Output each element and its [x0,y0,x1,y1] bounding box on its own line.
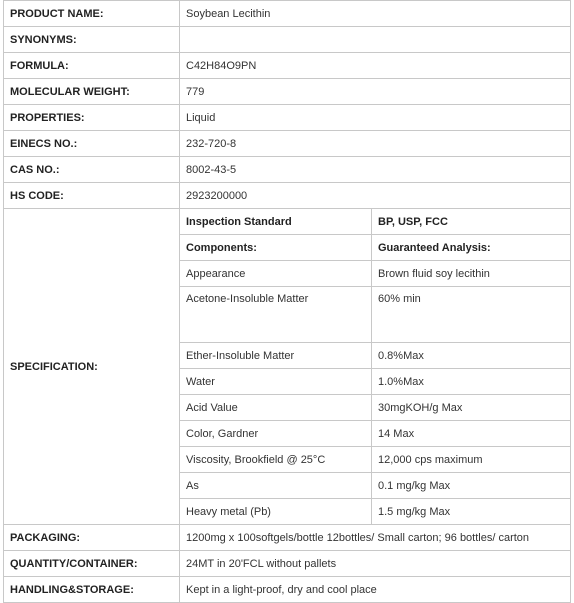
row-value: 1200mg x 100softgels/bottle 12bottles/ Small carton; 96 bottles/ carton [180,525,571,551]
spec-component: Acid Value [180,395,372,421]
row-key: HANDLING&STORAGE: [4,577,180,603]
row-key: QUANTITY/CONTAINER: [4,551,180,577]
row-value: 232-720-8 [180,131,571,157]
spec-item-row [180,499,570,525]
spec-item-row [180,473,570,499]
row-value: 24MT in 20'FCL without pallets [180,551,571,577]
spec-item-row [180,261,570,287]
spec-item-row [180,343,570,369]
spec-item-row [180,395,570,421]
specification-row [4,209,571,525]
row-key: PACKAGING: [4,525,180,551]
table-row [4,79,571,105]
table-row [4,551,571,577]
table-row [4,525,571,551]
row-key: FORMULA: [4,53,180,79]
row-value: Kept in a light-proof, dry and cool place [180,577,571,603]
row-value: 779 [180,79,571,105]
spec-header-row [180,235,570,261]
spec-header-standard-label: Inspection Standard [180,209,372,235]
spec-item-row [180,369,570,395]
spec-analysis: 1.5 mg/kg Max [378,505,451,518]
spec-component: Viscosity, Brookfield @ 25°C [180,447,372,473]
spec-item-row [180,421,570,447]
row-value: Soybean Lecithin [180,1,571,27]
row-key: HS CODE: [4,183,180,209]
spec-analysis: 14 Max [372,421,571,447]
spec-analysis: 0.1 mg/kg Max [372,473,571,499]
spec-header-analysis: Guaranteed Analysis: [372,235,571,261]
spec-header-standard-value: BP, USP, FCC [372,209,571,235]
spec-analysis: 1.0%Max [372,369,571,395]
table-row [4,183,571,209]
row-value [180,27,571,53]
specification-subtable [180,209,570,524]
spec-component: Acetone-Insoluble Matter [180,287,372,343]
spec-header-row [180,209,570,235]
spec-analysis: 12,000 cps maximum [372,447,571,473]
row-value: Liquid [180,105,571,131]
table-row [4,577,571,603]
row-key: MOLECULAR WEIGHT: [4,79,180,105]
spec-component: Ether-Insoluble Matter [180,343,372,369]
spec-analysis: Brown fluid soy lecithin [372,261,571,287]
spec-header-components: Components: [180,235,372,261]
table-row [4,105,571,131]
row-key: SYNONYMS: [4,27,180,53]
spec-component: Appearance [180,261,372,287]
spec-item-row [180,287,570,343]
spec-component: As [180,473,372,499]
row-value: 2923200000 [180,183,571,209]
table-row [4,131,571,157]
spec-item-row [180,447,570,473]
specification-key: SPECIFICATION: [4,209,180,525]
spec-analysis: 0.8%Max [372,343,571,369]
row-key: CAS NO.: [4,157,180,183]
row-value: C42H84O9PN [180,53,571,79]
table-row [4,53,571,79]
spec-analysis: 30mgKOH/g Max [372,395,571,421]
table-row [4,27,571,53]
table-row [4,1,571,27]
row-value: 8002-43-5 [180,157,571,183]
spec-analysis: 60% min [372,287,571,343]
row-key: PRODUCT NAME: [4,1,180,27]
product-spec-table [3,0,571,603]
row-key: EINECS NO.: [4,131,180,157]
row-key: PROPERTIES: [4,105,180,131]
spec-component: Water [180,369,372,395]
table-row [4,157,571,183]
spec-component: Heavy metal (Pb) [180,499,372,525]
spec-component: Color, Gardner [180,421,372,447]
specification-cell [180,209,571,525]
